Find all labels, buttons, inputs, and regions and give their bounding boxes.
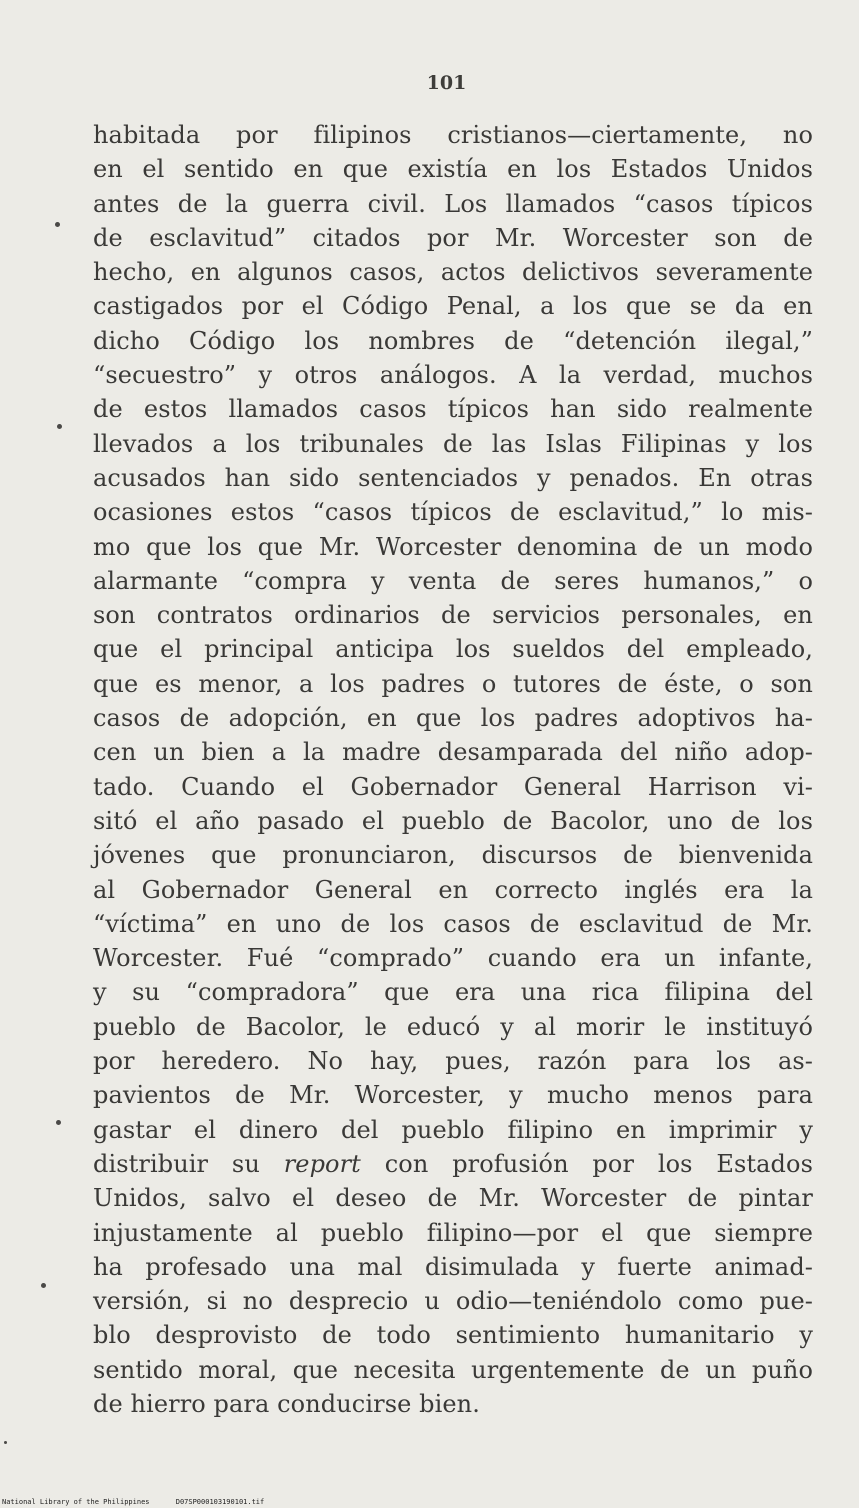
text-line bbox=[93, 1147, 813, 1181]
text-line: versión, si no desprecio u odio—teniéndolo como pue- bbox=[93, 1287, 813, 1316]
margin-dot bbox=[55, 222, 60, 227]
text-line: en el sentido en que existía en los Estados Unidos bbox=[93, 155, 813, 184]
text-line: mo que los que Mr. Worcester denomina de un modo bbox=[93, 532, 813, 561]
text-line: que el principal anticipa los sueldos del empleado, bbox=[93, 635, 813, 664]
page-number: 101 bbox=[426, 72, 467, 94]
footer-library: National Library of the Philippines bbox=[2, 1498, 150, 1506]
text-line: ha profesado una mal disimulada y fuerte animad- bbox=[93, 1252, 813, 1281]
text-line: jóvenes que pronunciaron, discursos de bienvenida bbox=[93, 841, 813, 870]
text-line: habitada por filipinos cristianos—ciertamente, no bbox=[93, 121, 813, 149]
text-line: al Gobernador General en correcto inglés era la bbox=[93, 875, 813, 904]
margin-dot bbox=[56, 1120, 61, 1125]
text-line: gastar el dinero del pueblo filipino en imprimir y bbox=[93, 1115, 813, 1144]
text-line: pavientos de Mr. Worcester, y mucho menos para bbox=[93, 1081, 813, 1110]
body-text bbox=[93, 118, 813, 1421]
text-segment: distribuir su bbox=[93, 1149, 284, 1178]
text-line: cen un bien a la madre desamparada del niño adop- bbox=[93, 738, 813, 767]
text-line: antes de la guerra civil. Los llamados “casos típicos bbox=[93, 189, 813, 218]
text-line: alarmante “compra y venta de seres humanos,” o bbox=[93, 566, 813, 595]
margin-dot bbox=[57, 424, 62, 429]
footer-file: D07SP000103190101.tif bbox=[175, 1498, 265, 1506]
text-line: blo desprovisto de todo sentimiento humanitario y bbox=[93, 1321, 813, 1350]
text-line: “secuestro” y otros análogos. A la verdad, muchos bbox=[93, 361, 813, 390]
text-line: hecho, en algunos casos, actos delictivos severamente bbox=[93, 258, 813, 287]
text-line: Worcester. Fué “comprado” cuando era un infante, bbox=[93, 944, 813, 973]
text-line: y su “compradora” que era una rica filipina del bbox=[93, 978, 813, 1007]
text-line: de esclavitud” citados por Mr. Worcester son de bbox=[93, 223, 813, 252]
text-line: por heredero. No hay, pues, razón para los as- bbox=[93, 1047, 813, 1076]
text-line: son contratos ordinarios de servicios personales, en bbox=[93, 601, 813, 630]
text-line: llevados a los tribunales de las Islas Filipinas y los bbox=[93, 429, 813, 458]
text-line: castigados por el Código Penal, a los que se da en bbox=[93, 292, 813, 321]
text-line: pueblo de Bacolor, le educó y al morir le instituyó bbox=[93, 1012, 813, 1041]
text-line: sitó el año pasado el pueblo de Bacolor, uno de los bbox=[93, 806, 813, 835]
text-line: injustamente al pueblo filipino—por el que siempre bbox=[93, 1218, 813, 1247]
text-line: “víctima” en uno de los casos de esclavitud de Mr. bbox=[93, 909, 813, 938]
text-line: tado. Cuando el Gobernador General Harrison vi- bbox=[93, 772, 813, 801]
margin-dot bbox=[4, 1441, 7, 1444]
text-line: de estos llamados casos típicos han sido realmente bbox=[93, 395, 813, 424]
margin-dot bbox=[41, 1283, 46, 1288]
text-segment: con profusión por los Estados bbox=[360, 1149, 813, 1178]
text-line: de hierro para conducirse bien. bbox=[93, 1389, 480, 1418]
text-line: que es menor, a los padres o tutores de éste, o son bbox=[93, 669, 813, 698]
scan-footer bbox=[2, 1498, 264, 1506]
text-line: ocasiones estos “casos típicos de esclavitud,” lo mis- bbox=[93, 498, 813, 527]
text-line: acusados han sido sentenciados y penados. En otras bbox=[93, 463, 813, 492]
text-line: dicho Código los nombres de “detención ilegal,” bbox=[93, 326, 813, 355]
text-line: sentido moral, que necesita urgentemente de un puño bbox=[93, 1355, 813, 1384]
italic-word: report bbox=[283, 1149, 361, 1178]
text-line: casos de adopción, en que los padres adoptivos ha- bbox=[93, 704, 813, 733]
text-line: Unidos, salvo el deseo de Mr. Worcester de pintar bbox=[93, 1184, 813, 1213]
